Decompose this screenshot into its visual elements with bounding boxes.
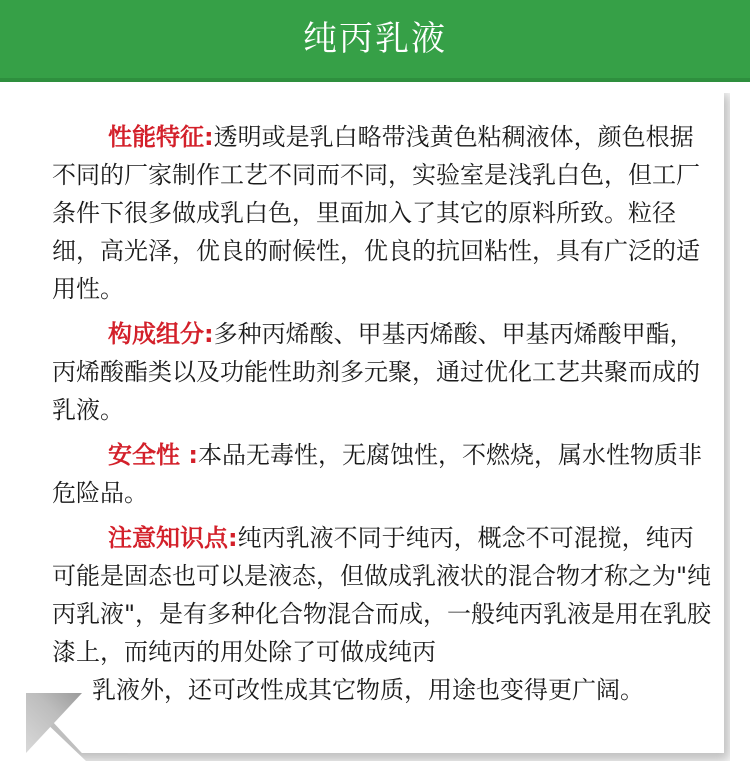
section-safety xyxy=(52,436,712,512)
section-label: 构成组分: xyxy=(108,320,214,348)
section-notes-tail xyxy=(52,671,712,709)
page-title: 纯丙乳液 xyxy=(303,19,447,59)
section-text: 多种丙烯酸、甲基丙烯酸、甲基丙烯酸甲酯，丙烯酸酯类以及功能性助剂多元聚，通过优化工艺共聚而成的乳液。 xyxy=(52,320,700,424)
section-text: 纯丙乳液不同于纯丙，概念不可混搅，纯丙可能是固态也可以是液态，但做成乳液状的混合物才称之为"纯丙乳液"，是有多种化合物混合而成，一般纯丙乳液是用在乳胶漆上，而纯丙的用处除了可做成纯丙 xyxy=(52,524,712,666)
section-text: 本品无毒性，无腐蚀性，不燃烧，属水性物质非危险品。 xyxy=(52,441,702,507)
section-label: 性能特征: xyxy=(108,123,214,151)
section-composition xyxy=(52,315,712,429)
section-notes xyxy=(52,519,712,671)
section-performance xyxy=(52,118,712,308)
section-text-tail: 乳液外，还可改性成其它物质，用途也变得更广阔。 xyxy=(92,676,644,704)
section-label: 注意知识点: xyxy=(108,524,238,552)
section-text: 透明或是乳白略带浅黄色粘稠液体，颜色根据不同的厂家制作工艺不同而不同，实验室是浅乳白色，但工厂条件下很多做成乳白色，里面加入了其它的原料所致。粒径细，高光泽，优良的耐候性，优良的抗回粘性，具有广泛的适用性。 xyxy=(52,123,700,303)
content-body xyxy=(52,118,712,716)
section-label: 安全性 : xyxy=(108,441,198,469)
